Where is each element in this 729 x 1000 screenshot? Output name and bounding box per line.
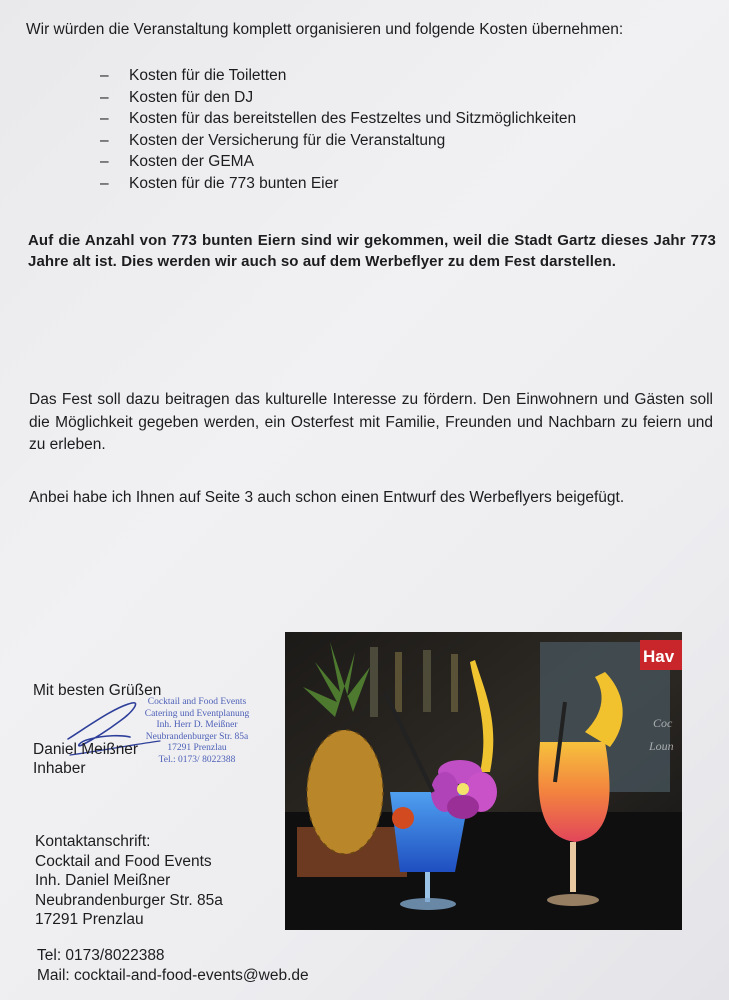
list-item-text: Kosten für den DJ — [129, 88, 254, 106]
list-marker: – — [100, 153, 109, 170]
contact-company: Cocktail and Food Events — [35, 852, 212, 870]
eggs-explanation-paragraph: Auf die Anzahl von 773 bunten Eiern sind wir gekommen, weil die Stadt Gartz dieses Jahr 773 Jahre alt ist. Dies werden wir auch so auf dem Werbeflyer zu dem Fest darstellen. — [28, 232, 716, 270]
contact-phone: Tel: 0173/8022388 — [37, 947, 165, 964]
closing-greeting: Mit besten Grüßen — [33, 682, 162, 699]
stamp-line: Tel.: 0173/ 8022388 — [158, 754, 236, 765]
list-marker: – — [100, 110, 109, 127]
window-script: Coc — [653, 716, 673, 730]
intro-text: Wir würden die Veranstaltung komplett organisieren und folgende Kosten übernehmen: — [26, 21, 624, 38]
contact-heading: Kontaktanschrift: — [35, 833, 151, 850]
stamp-line: Neubrandenburger Str. 85a — [145, 731, 249, 742]
list-marker: – — [100, 131, 109, 149]
cocktail-photo — [285, 632, 682, 930]
list-item — [100, 65, 576, 87]
contact-street: Neubrandenburger Str. 85a — [35, 891, 223, 909]
stamp-line: Inh. Herr D. Meißner — [156, 720, 238, 730]
stamp-line: Catering und Eventplanung — [144, 708, 250, 719]
list-marker: – — [100, 67, 109, 84]
list-item-text: Kosten für die Toiletten — [129, 67, 287, 84]
list-item-text: Kosten für die 773 bunten Eier — [129, 174, 339, 192]
stamp-line: Cocktail and Food Events — [147, 697, 247, 707]
list-item-text: Kosten der GEMA — [129, 153, 254, 170]
cocktail-illustration — [285, 632, 682, 930]
contact-address — [35, 832, 223, 930]
window-script: Loun — [649, 739, 674, 753]
list-item — [100, 151, 576, 173]
bar-sign: Hav — [643, 647, 675, 666]
company-stamp — [122, 697, 272, 766]
list-marker: – — [100, 174, 109, 192]
list-item-text: Kosten für das bereitstellen des Festzeltes und Sitzmöglichkeiten — [129, 110, 577, 127]
signer-name: Daniel Meißner — [33, 741, 139, 758]
signer-role: Inhaber — [33, 760, 86, 777]
contact-city: 17291 Prenzlau — [35, 911, 144, 928]
cost-list — [100, 65, 576, 194]
attachment-note-paragraph: Anbei habe ich Ihnen auf Seite 3 auch schon einen Entwurf des Werbeflyers beigefügt. — [29, 489, 625, 506]
stamp-line: 17291 Prenzlau — [167, 743, 227, 753]
contact-owner: Inh. Daniel Meißner — [35, 872, 171, 889]
contact-email: Mail: cocktail-and-food-events@web.de — [37, 967, 309, 984]
festival-purpose-paragraph: Das Fest soll dazu beitragen das kulturelle Interesse zu fördern. Den Einwohnern und Gästen soll die Möglichkeit gegeben werden, ein Osterfest mit Familie, Freunden und Nachbarn zu feiern und zu erleben. — [29, 391, 713, 453]
list-item — [100, 87, 576, 109]
list-item-text: Kosten der Versicherung für die Veranstaltung — [129, 131, 446, 149]
list-item — [100, 130, 576, 152]
list-item — [100, 108, 576, 130]
list-marker: – — [100, 88, 109, 106]
list-item — [100, 173, 576, 195]
